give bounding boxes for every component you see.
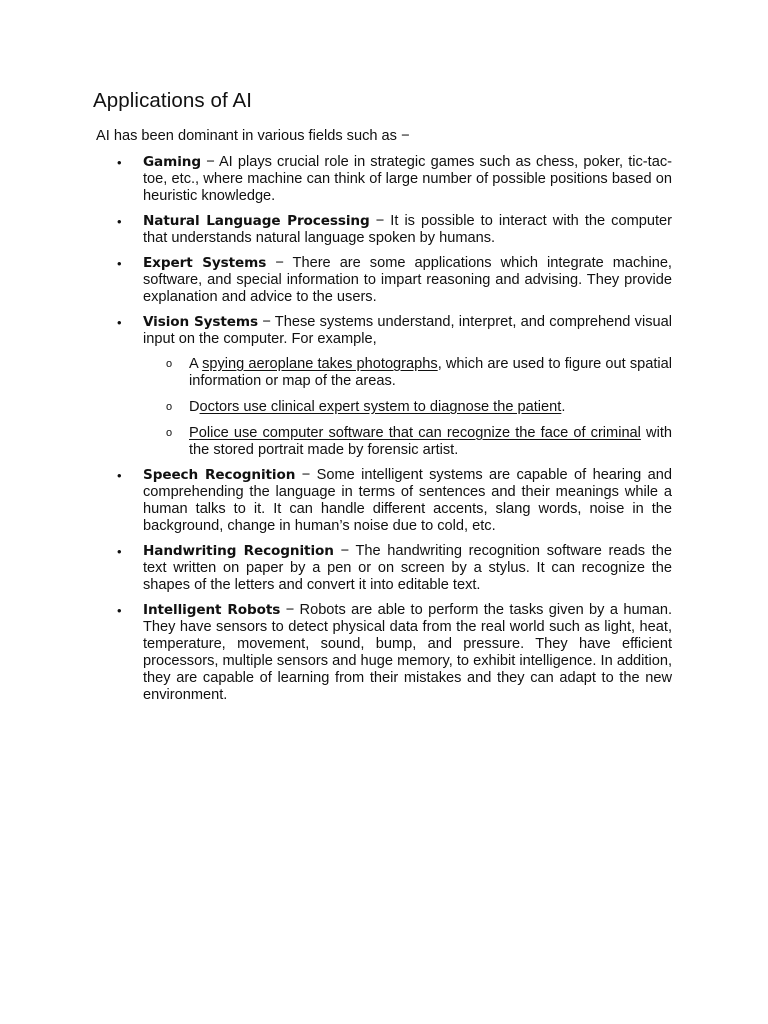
bullet-icon: • <box>117 155 122 170</box>
sub-list-item <box>143 399 672 416</box>
item-term: Natural Language Processing <box>143 213 370 229</box>
list-item-expert-systems <box>114 255 672 306</box>
list-item-intelligent-robots <box>114 602 672 704</box>
sub-list-item <box>143 425 672 459</box>
vision-examples-list <box>143 356 672 459</box>
circle-bullet-icon: o <box>166 401 173 413</box>
example-underlined: octors use clinical expert system to diagnose the patient <box>199 399 562 415</box>
example-post: . <box>561 399 566 415</box>
example-underlined: Police use computer software that can recognize the face of criminal <box>189 425 641 441</box>
sub-list-item <box>143 356 672 390</box>
item-term: Intelligent Robots <box>143 602 281 618</box>
item-term: Gaming <box>143 154 201 170</box>
list-item-speech-recognition <box>114 467 672 535</box>
list-item-nlp <box>114 213 672 247</box>
list-item-handwriting-recognition <box>114 543 672 594</box>
item-description: − The handwriting recognition software reads the text written on paper by a pen or on screen by a stylus. It can recognize the shapes of the letters and convert it into editable text. <box>143 543 672 593</box>
item-description: − AI plays crucial role in strategic games such as chess, poker, tic-tac-toe, etc., where machine can think of large number of possible positions based on heuristic knowledge. <box>143 154 672 204</box>
intro-text: AI has been dominant in various fields such as − <box>96 128 410 144</box>
item-term: Vision Systems <box>143 314 258 330</box>
bullet-icon: • <box>117 468 122 483</box>
item-description: − Robots are able to perform the tasks given by a human. They have sensors to detect physical data from the real world such as light, heat, temperature, movement, sound, bump, and pressure. They have efficient processors, multiple sensors and huge memory, to exhibit intelligence. In addition, they are capable of learning from their mistakes and they can adapt to the new environment. <box>143 602 672 703</box>
circle-bullet-icon: o <box>166 358 173 370</box>
bullet-icon: • <box>117 544 122 559</box>
list-item-vision-systems <box>114 314 672 459</box>
item-term: Speech Recognition <box>143 467 296 483</box>
item-description: − It is possible to interact with the computer that understands natural language spoken by humans. <box>143 213 672 246</box>
item-description: − These systems understand, interpret, and comprehend visual input on the computer. For example, <box>143 314 672 347</box>
example-pre: A <box>189 356 203 372</box>
bullet-icon: • <box>117 214 122 229</box>
item-description: − Some intelligent systems are capable of hearing and comprehending the language in terms of sentences and their meanings while a human talks to it. It can handle different accents, slang words, noise in the background, change in human’s noise due to cold, etc. <box>143 467 672 534</box>
bullet-icon: • <box>117 603 122 618</box>
example-post: with the stored portrait made by forensic artist. <box>189 425 672 458</box>
applications-list <box>114 154 672 712</box>
example-post: , which are used to figure out spatial information or map of the areas. <box>189 356 673 389</box>
bullet-icon: • <box>117 256 122 271</box>
example-pre: D <box>189 399 200 415</box>
page-title: Applications of AI <box>93 89 253 112</box>
item-description: − There are some applications which integrate machine, software, and special information to impart reasoning and advising. They provide explanation and advice to the users. <box>143 255 672 305</box>
list-item-gaming <box>114 154 672 205</box>
circle-bullet-icon: o <box>166 427 173 439</box>
bullet-icon: • <box>117 315 122 330</box>
item-term: Handwriting Recognition <box>143 543 334 559</box>
example-underlined: spying aeroplane takes photographs <box>202 356 438 372</box>
item-term: Expert Systems <box>143 255 267 271</box>
